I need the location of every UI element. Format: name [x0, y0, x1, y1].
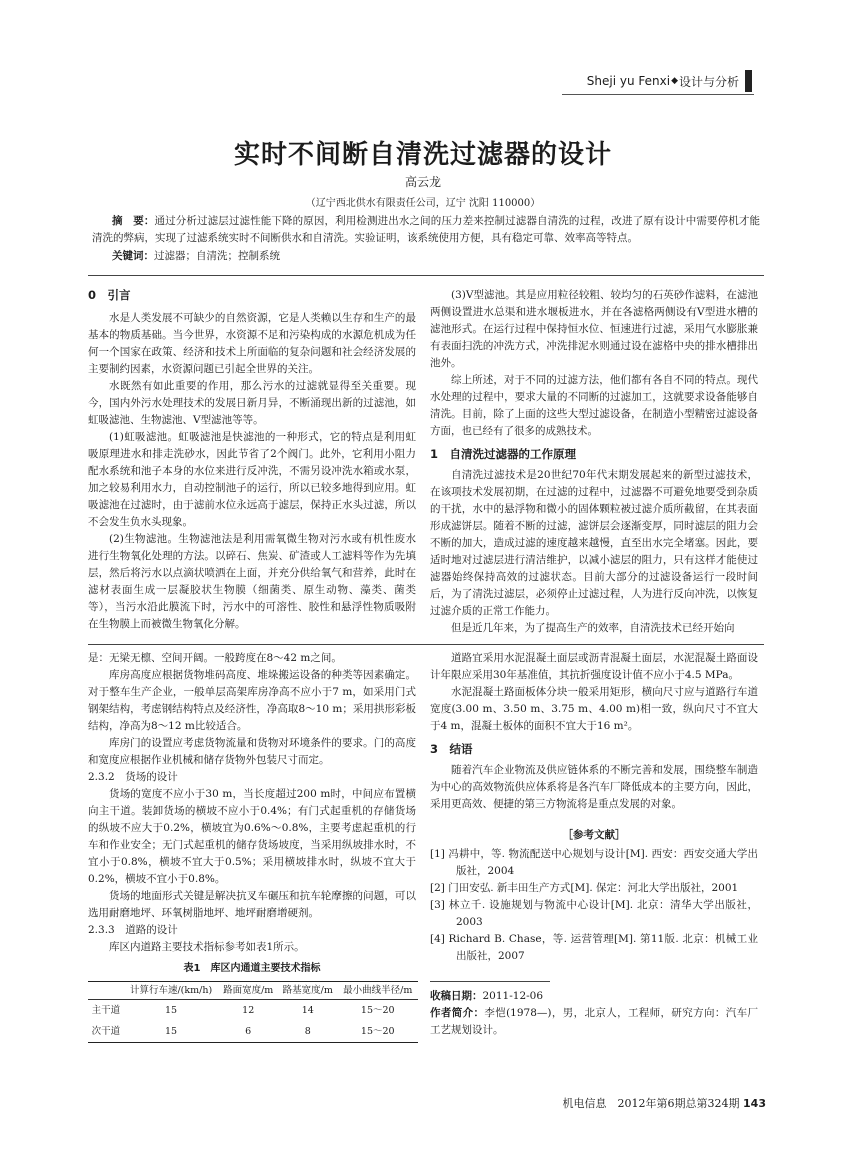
paragraph: 库房高度应根据货物堆码高度、堆垛搬运设备的种类等因素确定。对于整车生产企业，一般单层高架库房净高不应小于7 m，如采用门式钢架结构，考虑钢结构特点及经济性，净高取8～10 m；采用拱形彩板结构，净高为8～12 m比较适合。 [88, 669, 416, 732]
heading-2-3-3: 2.3.3 道路的设计 [88, 924, 178, 936]
paragraph: 库区内道路主要技术指标参考如表1所示。 [109, 941, 305, 953]
page-number: 143 [743, 1097, 766, 1110]
paragraph: 水是人类发展不可缺少的自然资源，它是人类赖以生存和生产的最基本的物质基础。当今世界，水资源不足和污染构成的水源危机成为任何一个国家在政策、经济和技术上所面临的复杂问题和社会经济发展的主要制约因素，水资源问题已引起全世界的关注。 [88, 312, 416, 375]
keywords-text: 过滤器；自清洗；控制系统 [154, 250, 280, 262]
table-header-cell: 路基宽度/m [278, 982, 338, 1000]
table-cell: 主干道 [91, 1005, 121, 1016]
table-header-cell: 路面宽度/m [218, 982, 278, 1000]
table-cell: 8 [278, 1021, 338, 1043]
received-note [430, 981, 550, 1005]
table-caption: 表1 库区内通道主要技术指标 [183, 963, 321, 974]
article-title: 实时不间断自清洗过滤器的设计 [233, 140, 612, 170]
received-label: 收稿日期： [430, 990, 483, 1002]
upper-right-column [430, 287, 758, 637]
paragraph: (3)V型滤池。其是应用粒径较粗、较均匀的石英砂作滤料，在滤池两侧设置进水总渠和进水堰板进水，并在各滤格两侧设有V型进水槽的滤池形式。在运行过程中保持恒水位、恒速进行过滤，采用气水膨胀兼有表面扫洗的冲洗方式，冲洗排泥水则通过设在滤格中央的排水槽排出池外。 [430, 289, 758, 369]
bio-label: 作者简介： [430, 1007, 485, 1019]
lower-left-column [88, 650, 416, 1043]
table-cell: 14 [301, 1005, 314, 1016]
heading-introduction: 0 引言 [88, 288, 131, 302]
author-bio [430, 1005, 758, 1039]
top-rule [88, 275, 764, 276]
header-bar-mark [745, 70, 752, 92]
reference-item: [3] 林立千. 设施规划与物流中心设计[M]. 北京：清华大学出版社，2003 [430, 899, 758, 928]
received-date: 2011-12-06 [482, 990, 544, 1002]
author: 高云龙 [404, 175, 441, 189]
heading-conclusion: 3 结语 [430, 742, 473, 756]
paragraph: (2)生物滤池。生物滤池法是利用需氧微生物对污水或有机性废水进行生物氧化处理的方法。以碎石、焦炭、矿渣或人工滤料等作为先填层，然后将污水以点滴状喷洒在上面，并充分供给氧气和营养，此时在滤材表面生成一层凝胶状生物膜（细菌类、原生动物、藻类、菌类等），当污水沿此膜流下时，污水中的可溶性、胶性和悬浮性物质吸附在生物膜上而被微生物氧化分解。 [88, 533, 416, 630]
paragraph: 货场的地面形式关键是解决抗叉车碾压和抗车轮摩擦的问题，可以选用耐磨地坪、环氧树脂地坪、地坪耐磨增硬剂。 [88, 890, 416, 919]
table-cell: 12 [242, 1005, 255, 1016]
reference-list [430, 846, 758, 965]
table-cell: 15 [165, 1005, 178, 1016]
upper-left-column [88, 287, 416, 633]
table-row [88, 1021, 418, 1043]
abstract-label: 摘 要： [112, 215, 155, 227]
paragraph: 随着汽车企业物流及供应链体系的不断完善和发展，围绕整车制造为中心的高效物流供应体系将是各汽车厂降低成本的主要方向，因此，采用更高效、便捷的第三方物流将是重点发展的对象。 [430, 764, 758, 810]
table-cell: 15～20 [338, 1021, 418, 1043]
header-divider [562, 94, 754, 95]
heading-section-1: 1 自清洗过滤器的工作原理 [430, 447, 577, 461]
header-pinyin: Sheji yu Fenxi [586, 74, 671, 88]
keywords-label: 关键词： [112, 250, 154, 262]
diamond-icon: ◆ [671, 76, 678, 86]
affiliation: （辽宁西北供水有限责任公司，辽宁 沈阳 110000） [305, 198, 541, 209]
table-cell: 6 [218, 1021, 278, 1043]
heading-2-3-2: 2.3.2 货场的设计 [88, 771, 178, 783]
table-header-row [88, 982, 418, 1000]
abstract [92, 213, 760, 247]
reference-item: [1] 冯耕中，等. 物流配送中心规划与设计[M]. 西安：西安交通大学出版社，2004 [430, 848, 758, 877]
lower-right-column [430, 650, 758, 1039]
table-header-cell: 最小曲线半径/m [338, 982, 418, 1000]
road-spec-table [88, 981, 418, 1043]
paragraph: 但是近几年来，为了提高生产的效率，自清洗技术已经开始向 [451, 622, 735, 634]
table-row [88, 1000, 418, 1022]
table-cell: 次干道 [88, 1021, 124, 1043]
references-title: ［参考文献］ [562, 829, 626, 841]
running-header [587, 70, 752, 92]
reference-item: [2] 门田安弘. 新丰田生产方式[M]. 保定：河北大学出版社，2001 [430, 882, 739, 894]
paragraph: 水既然有如此重要的作用，那么污水的过滤就显得至关重要。现今，国内外污水处理技术的发展日新月异，不断涌现出新的过滤池，如虹吸滤池、生物滤池、V型滤池等等。 [88, 380, 416, 426]
keywords [112, 248, 280, 263]
table-header-cell: 计算行车速/(km/h) [124, 982, 219, 1000]
table-cell: 15～20 [360, 1005, 395, 1016]
middle-rule [88, 644, 764, 645]
bio-text: 李恺(1978—)，男，北京人，工程师，研究方向：汽车厂工艺规划设计。 [430, 1007, 758, 1036]
reference-item: [4] Richard B. Chase，等. 运营管理[M]. 第11版. 北京：机械工业出版社，2007 [430, 933, 758, 962]
table-header-cell [88, 982, 124, 1000]
paragraph: 道路宜采用水泥混凝土面层或沥青混凝土面层，水泥混凝土路面设计年限应采用30年基准值，其抗折强度设计值不应小于4.5 MPa。 [430, 652, 758, 681]
header-section: 设计与分析 [678, 74, 739, 89]
page-footer [563, 1095, 766, 1111]
paragraph: 自清洗过滤技术是20世纪70年代末期发展起来的新型过滤技术，在该项技术发展初期，在过滤的过程中，过滤器不可避免地要受到杂质的干扰，水中的悬浮物和微小的固体颗粒被过滤介质所截留，在其表面形成滤饼层。随着不断的过滤，滤饼层会逐渐变厚，同时滤层的阻力会不断的加大，造成过滤的速度越来越慢，直至出水完全堵塞。因此，要适时地对过滤层进行清洁维护，以减小滤层的阻力，只有这样才能使过滤器始终保持高效的过滤状态。目前大部分的过滤设备运行一段时间后，为了清洗过滤层，必须停止过滤过程，人为进行反向冲洗，以恢复过滤介质的正常工作能力。 [430, 469, 758, 617]
paragraph: 是：无梁无檩、空间开阔。一般跨度在8～42 m之间。 [88, 652, 342, 664]
paragraph: 货场的宽度不应小于30 m，当长度超过200 m时，中间应布置横向主干道。装卸货场的横坡不应小于0.4%；有门式起重机的存储货场的纵坡不应大于0.2%，横坡宜为0.6%～0.8%，主要考虑起重机的行车和作业安全；无门式起重机的储存货场坡度，当采用纵坡排水时，不宜小于0.8%，横坡不宜大于0.5%；采用横坡排水时，纵坡不宜大于0.2%，横坡不宜小于0.8%。 [88, 788, 416, 885]
paragraph: 库房门的设置应考虑货物流量和货物对环境条件的要求。门的高度和宽度应根据作业机械和储存货物外包装尺寸而定。 [88, 737, 416, 766]
table-cell: 15 [124, 1021, 219, 1043]
paragraph: 综上所述，对于不同的过滤方法，他们都有各自不同的特点。现代水处理的过程中，要求大量的不同断的过滤加工，这就要求设备能够自清洗。目前，除了上面的这些大型过滤设备，在制造小型精密过滤设备方面，也已经有了很多的成熟技术。 [430, 374, 758, 437]
footer-journal: 机电信息 2012年第6期总第324期 [562, 1097, 740, 1110]
abstract-text: 通过分析过滤层过滤性能下降的原因，利用检测进出水之间的压力差来控制过滤器自清洗的过程，改进了原有设计中需要停机才能清洗的弊病，实现了过滤系统实时不间断供水和自清洗。实验证明，该系统使用方便，具有稳定可靠、效率高等特点。 [92, 215, 760, 244]
paragraph: 水泥混凝土路面板体分块一般采用矩形，横向尺寸应与道路行车道宽度(3.00 m、3.50 m、3.75 m、4.00 m)相一致，纵向尺寸不宜大于4 m，混凝土板体的面积不宜大于16 m²。 [430, 686, 758, 732]
paragraph: (1)虹吸滤池。虹吸滤池是快滤池的一种形式，它的特点是利用虹吸原理进水和排走洗砂水，因此节省了2个阀门。此外，它利用小阻力配水系统和池子本身的水位来进行反冲洗，不需另设冲洗水箱或水泵，加之较易利用水力，自动控制池子的运行，所以已较多地得到应用。虹吸滤池在过滤时，由于滤前水位永远高于滤层，保持正水头过滤，所以不会发生负水头现象。 [88, 431, 416, 528]
